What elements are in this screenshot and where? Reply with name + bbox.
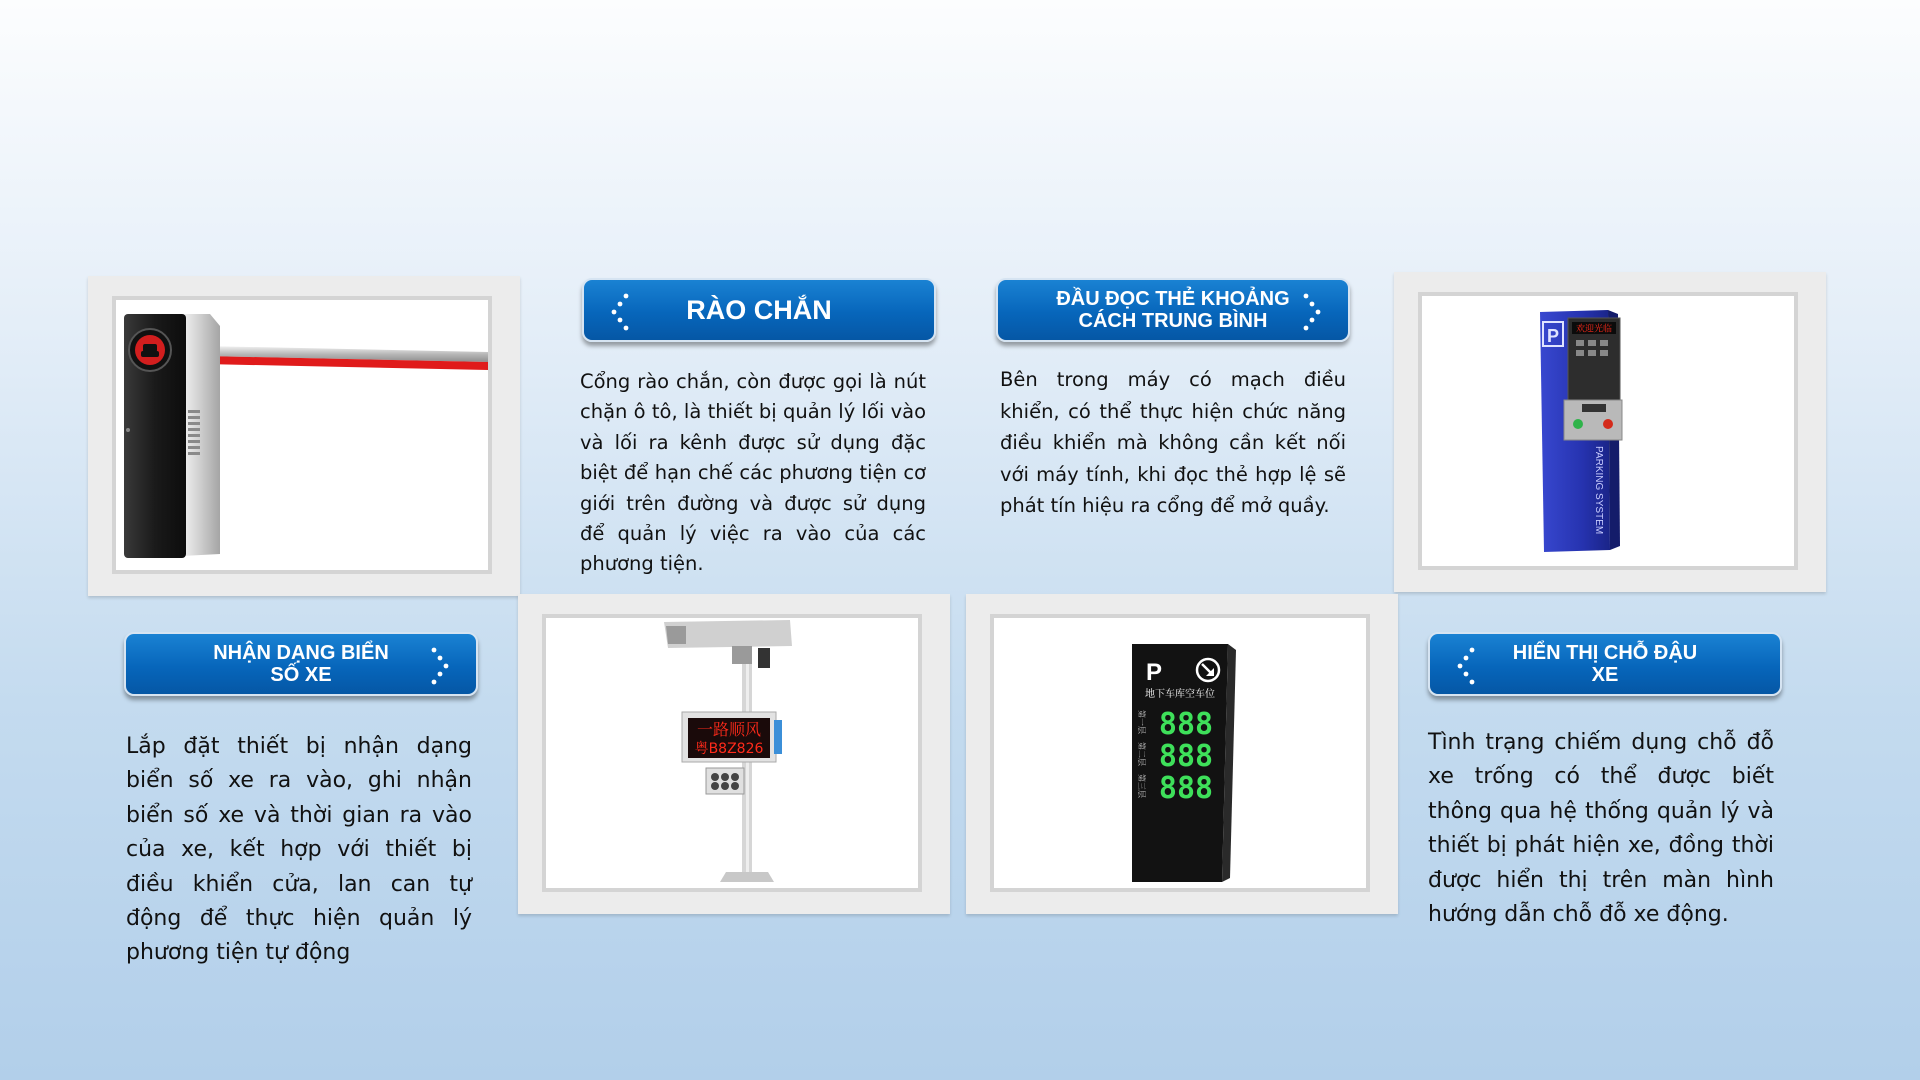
camera-photo-frame	[518, 594, 950, 914]
parking-display-title-line2: XE	[1591, 664, 1619, 686]
kiosk-side-text: PARKING SYSTEM	[1593, 446, 1604, 535]
plate-recognition-description: Lắp đặt thiết bị nhận dạng biển số xe ra vào, ghi nhận biển số xe và thời gian ra vào của xe, kết hợp với thiết bị điều khiển cửa, lan can tự động để thực hiện quản lý phương tiện tự động	[126, 734, 472, 966]
parking-space-sign-image	[994, 618, 1366, 888]
plate-camera-image	[546, 618, 918, 888]
sign-floor-3: 第三层	[1137, 774, 1146, 798]
kiosk-photo-frame	[1394, 272, 1826, 592]
sign-floor-2: 第二层	[1137, 742, 1146, 766]
sign-p-label: P	[1146, 659, 1163, 686]
card-reader-description: Bên trong máy có mạch điều khiển, có thể thực hiện chức năng điều khiển mà không cần kết nối với máy tính, khi đọc thẻ hợp lệ sẽ phát tín hiệu ra cổng để mở quầy.	[1000, 368, 1346, 518]
sign-photo-frame	[966, 594, 1398, 914]
barrier-description: Cổng rào chắn, còn được gọi là nút chặn ô tô, là thiết bị quản lý lối vào và lối ra kênh được sử dụng đặc biệt để hạn chế các phương tiện cơ giới trên đường và được sử dụng để quản lý việc ra vào của các phương tiện.	[580, 370, 926, 576]
camera-led-line2: 粤B8Z826	[694, 741, 764, 757]
sign-title: 地下车库空车位	[1145, 689, 1215, 700]
sign-photo	[990, 614, 1370, 892]
ticket-kiosk-image	[1422, 296, 1794, 566]
plate-recognition-title-line2: SỐ XE	[270, 664, 332, 686]
sign-digits-2: 888	[1158, 739, 1214, 774]
sign-digits-1: 888	[1158, 707, 1214, 742]
card-reader-title	[1056, 288, 1289, 333]
chevron-left-icon	[1452, 646, 1478, 686]
sign-digits-3: 888	[1158, 771, 1214, 806]
barrier-photo-frame	[88, 276, 520, 596]
plate-recognition-title	[213, 642, 389, 687]
plate-recognition-title-pill	[124, 632, 478, 696]
plate-recognition-title-line1: NHẬN DẠNG BIỂN	[213, 641, 389, 664]
barrier-photo	[112, 296, 492, 574]
parking-display-title-line1: HIỂN THỊ CHỖ ĐẬU	[1512, 641, 1698, 664]
barrier-title: RÀO CHẮN	[686, 294, 832, 325]
chevron-right-icon	[1300, 292, 1326, 332]
card-reader-title-line1: ĐẦU ĐỌC THẺ KHOẢNG	[1056, 287, 1290, 310]
camera-led-line1: 一路顺风	[696, 720, 762, 739]
sign-floor-1: 第一层	[1137, 710, 1146, 734]
camera-photo	[542, 614, 922, 892]
chevron-left-icon	[606, 292, 632, 332]
parking-display-title-pill	[1428, 632, 1782, 696]
card-reader-title-line2: CÁCH TRUNG BÌNH	[1078, 310, 1268, 332]
parking-display-title	[1513, 642, 1697, 687]
barrier-title-pill	[582, 278, 936, 342]
kiosk-photo	[1418, 292, 1798, 570]
card-reader-title-pill	[996, 278, 1350, 342]
kiosk-p-label: P	[1546, 326, 1560, 346]
parking-display-description: Tình trạng chiếm dụng chỗ đỗ xe trống có thể được biết thông qua hệ thống quản lý và thiết bị phát hiện xe, đồng thời được hiển thị trên màn hình hướng dẫn chỗ đỗ xe động.	[1428, 730, 1774, 928]
barrier-gate-image	[116, 300, 488, 570]
kiosk-screen-text: 欢迎光临	[1575, 324, 1613, 335]
chevron-right-icon	[428, 646, 454, 686]
